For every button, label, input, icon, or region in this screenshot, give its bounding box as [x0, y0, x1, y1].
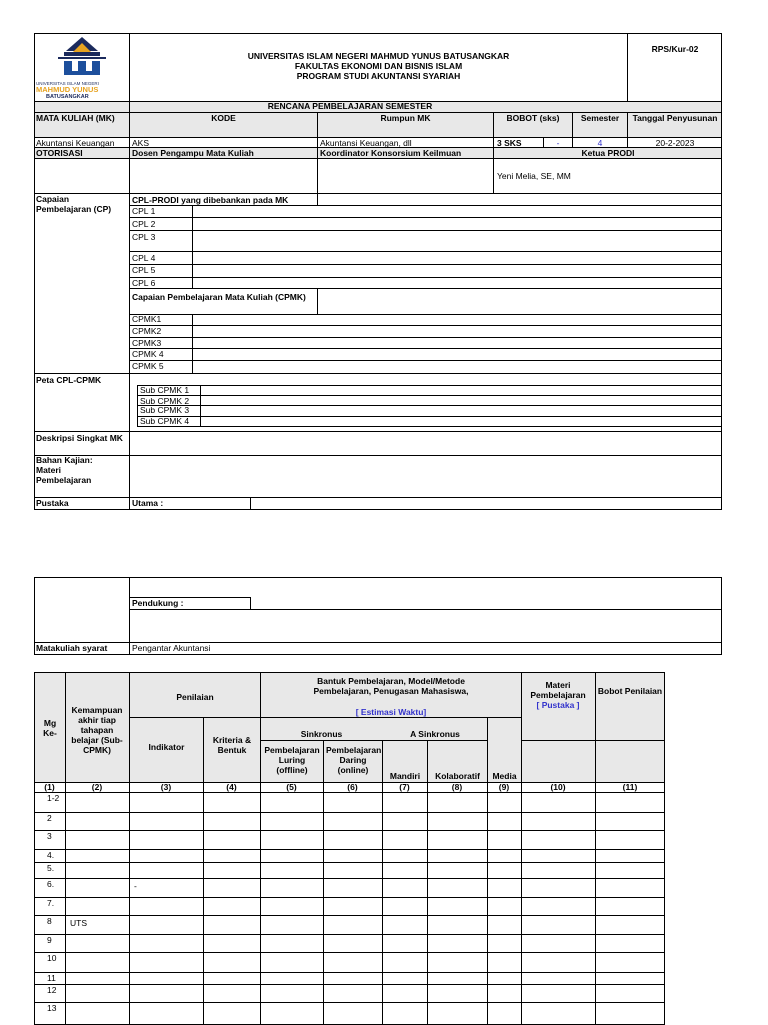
h-pustaka: [ Pustaka ]	[536, 700, 580, 710]
col-number: (3)	[160, 782, 172, 792]
col-number: (11)	[622, 782, 638, 792]
row-week: 4.	[47, 850, 55, 860]
col-semester: Semester	[580, 113, 620, 123]
pustaka-utama: Utama :	[132, 498, 164, 508]
h-asinkronus: A Sinkronus	[410, 729, 460, 739]
h-materi: Materi Pembelajaran	[530, 680, 586, 700]
row-week: 7.	[47, 898, 55, 908]
col-number: (2)	[91, 782, 103, 792]
otorisasi-label: OTORISASI	[36, 148, 83, 158]
col-number: (9)	[498, 782, 510, 792]
row-week: 8	[47, 916, 52, 926]
row-week: 3	[47, 831, 52, 841]
h-bentuk: Bantuk Pembelajaran, Model/Metode Pembelajaran, Penugasan Mahasiswa,	[313, 676, 469, 696]
header-university: UNIVERSITAS ISLAM NEGERI MAHMUD YUNUS BATUSANGKAR	[247, 51, 510, 61]
row-week: 12	[47, 985, 57, 995]
mk-sks: 3 SKS	[497, 138, 522, 148]
row-week: 10	[47, 953, 57, 963]
row-divider	[34, 830, 665, 831]
cpl-2: CPL 2	[132, 219, 156, 229]
h-mg: Mg Ke-	[43, 718, 57, 738]
row-divider	[34, 984, 665, 985]
row-divider	[34, 812, 665, 813]
col-rumpun: Rumpun MK	[380, 113, 431, 123]
cpmk-header: Capaian Pembelajaran Mata Kuliah (CPMK)	[132, 292, 306, 302]
mk-semester: 4	[597, 138, 603, 148]
row-divider	[34, 1002, 665, 1003]
row-week: 1-2	[47, 793, 60, 803]
cpl-6: CPL 6	[132, 278, 156, 288]
col-bobot: BOBOT (sks)	[506, 113, 560, 123]
cpl-header: CPL-PRODI yang dibebankan pada MK	[132, 195, 289, 205]
kaprodi-name: Yeni Melia, SE, MM	[497, 171, 571, 181]
h-luring: Pembelajaran Luring (offline)	[264, 745, 320, 775]
header-program: PROGRAM STUDI AKUNTANSI SYARIAH	[296, 71, 461, 81]
row-week: 6.	[47, 879, 55, 889]
row-divider	[34, 849, 665, 850]
cpmk-1: CPMK1	[132, 314, 162, 324]
h-kemampuan: Kemampuan akhir tiap tahapan belajar (Sub-CPMK)	[71, 705, 123, 755]
col-number: (6)	[347, 782, 358, 792]
row-divider	[34, 878, 665, 879]
row-week: 2	[47, 813, 52, 823]
row-week: 13	[47, 1003, 57, 1013]
logo-line1: UNIVERSITAS ISLAM NEGERI	[36, 81, 99, 86]
col-tanggal: Tanggal Penyusunan	[632, 113, 718, 123]
document-code: RPS/Kur-02	[651, 44, 699, 54]
col-number: (8)	[451, 782, 463, 792]
h-kriteria: Kriteria & Bentuk	[212, 735, 252, 755]
cpmk-2: CPMK2	[132, 326, 162, 336]
logo-line3: BATUSANGKAR	[46, 94, 89, 100]
cpl-4: CPL 4	[132, 253, 156, 263]
row-divider	[34, 915, 665, 916]
col-number: (5)	[286, 782, 297, 792]
h-kolaboratif: Kolaboratif	[435, 771, 480, 781]
cpmk-3: CPMK3	[132, 338, 162, 348]
rps-title: RENCANA PEMBELAJARAN SEMESTER	[267, 101, 433, 111]
h-sinkronus: Sinkronus	[300, 729, 343, 739]
h-indikator: Indikator	[148, 742, 185, 752]
col-number: (1)	[44, 782, 55, 792]
cpmk-5: CPMK 5	[132, 361, 164, 371]
sub-cpmk-2: Sub CPMK 2	[140, 396, 190, 406]
row-indikator: -	[134, 881, 137, 891]
pustaka-label: Pustaka	[36, 498, 69, 508]
cp-label: Capaian Pembelajaran (CP)	[36, 194, 112, 214]
h-media: Media	[492, 771, 517, 781]
row-divider	[34, 934, 665, 935]
deskripsi-label: Deskripsi Singkat MK	[36, 433, 123, 443]
cpl-1: CPL 1	[132, 206, 156, 216]
mk-dash: -	[556, 138, 560, 148]
row-divider	[34, 972, 665, 973]
col-number: (4)	[226, 782, 237, 792]
cpl-3: CPL 3	[132, 232, 156, 242]
otorisasi-kaprodi: Ketua PRODI	[581, 148, 635, 158]
cpl-5: CPL 5	[132, 265, 156, 275]
otorisasi-koordinator: Koordinator Konsorsium Keilmuan	[320, 148, 462, 158]
otorisasi-dosen: Dosen Pengampu Mata Kuliah	[132, 148, 254, 158]
col-mata-kuliah: MATA KULIAH (MK)	[36, 113, 115, 123]
row-divider	[34, 952, 665, 953]
mk-rumpun: Akuntansi Keuangan, dll	[320, 138, 412, 148]
h-penilaian: Penilaian	[176, 692, 214, 702]
syarat-value: Pengantar Akuntansi	[132, 643, 211, 653]
h-bobot: Bobot Penilaian	[597, 686, 663, 696]
col-number: (7)	[399, 782, 410, 792]
sub-cpmk-4: Sub CPMK 4	[140, 416, 190, 426]
sub-cpmk-1: Sub CPMK 1	[140, 385, 190, 395]
row-week: 9	[47, 935, 52, 945]
mk-nama: Akuntansi Keuangan	[36, 138, 115, 148]
h-mandiri: Mandiri	[389, 771, 421, 781]
pustaka-pendukung: Pendukung :	[132, 598, 184, 608]
row-divider	[34, 862, 665, 863]
header-faculty: FAKULTAS EKONOMI DAN BISNIS ISLAM	[294, 61, 463, 71]
row-divider	[34, 897, 665, 898]
row-week: 11	[47, 973, 56, 983]
logo-line2: MAHMUD YUNUS	[36, 85, 99, 94]
mk-kode: AKS	[132, 138, 150, 148]
mk-tanggal: 20-2-2023	[655, 138, 695, 148]
row-week: 5.	[47, 863, 55, 873]
row-sub-cpmk: UTS	[70, 918, 87, 928]
h-daring: Pembelajaran Daring (online)	[326, 745, 382, 775]
sub-cpmk-3: Sub CPMK 3	[140, 405, 190, 415]
cpmk-4: CPMK 4	[132, 349, 164, 359]
peta-label: Peta CPL-CPMK	[36, 375, 102, 385]
col-number: (10)	[550, 782, 566, 792]
col-kode: KODE	[211, 113, 236, 123]
bahan-label: Bahan Kajian: Materi Pembelajaran	[36, 455, 93, 485]
h-estimasi: [ Estimasi Waktu]	[355, 707, 427, 717]
syarat-label: Matakuliah syarat	[36, 643, 108, 653]
